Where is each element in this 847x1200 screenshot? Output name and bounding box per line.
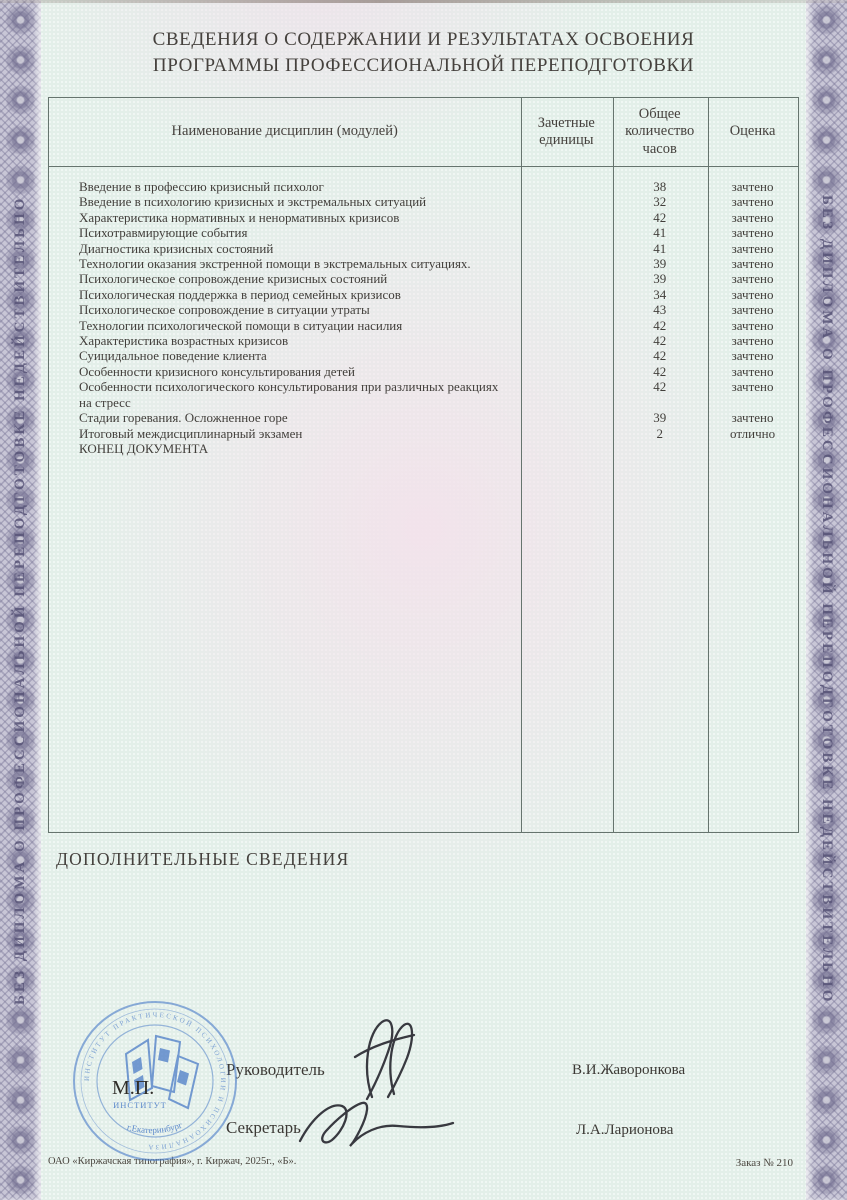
cell-discipline: Психологическое сопровождение в ситуации утраты [79,302,370,318]
printer-imprint: ОАО «Киржачская типография», г. Киржач, 2025г., «Б». [48,1156,297,1167]
secretary-signature [300,1103,453,1146]
cell-grade: зачтено [731,194,774,210]
cell-discipline: Технологии психологической помощи в ситуации насилия [79,317,403,333]
table-row [49,426,798,441]
table-row [49,241,798,256]
cell-grade: зачтено [731,225,774,241]
table-row [49,410,798,425]
cell-discipline: Стадии горевания. Осложненное горе [79,410,288,426]
page-title [41,27,806,79]
cell-grade: зачтено [731,363,774,379]
cell-hours: 39 [653,256,667,272]
seal-ring-text: ИНСТИТУТ ПРАКТИЧЕСКОЙ ПСИХОЛОГИИ И ПСИХОАНАЛИЗА [82,1010,228,1152]
border-warning-text-left: БЕЗ ДИПЛОМА О ПРОФЕССИОНАЛЬНОЙ ПЕРЕПОДГОТОВКЕ НЕДЕЙСТВИТЕЛЬНО [12,195,28,1005]
table-row [49,318,798,333]
table-row [49,302,798,317]
cell-hours: 39 [653,410,667,426]
cell-grade: зачтено [731,317,774,333]
cell-hours: 38 [653,179,667,194]
table-row [49,256,798,271]
institute-seal [66,996,244,1166]
director-signature [367,1020,392,1099]
cell-discipline: Итоговый междисциплинарный экзамен [79,425,303,441]
table-row [49,225,798,240]
header-grade: Оценка [729,123,776,140]
order-number: Заказ № 210 [735,1157,793,1169]
table-row [49,379,798,410]
cell-hours: 42 [653,379,667,395]
cell-hours: 39 [653,271,667,287]
cell-discipline: Особенности психологического консультирования при различных реакциях на стресс [79,379,499,410]
seal-city-label: г.Екатеринбург [125,1119,184,1136]
cell-grade: зачтено [731,302,774,318]
cell-grade: зачтено [731,209,774,225]
cell-grade: зачтено [731,348,774,364]
table-row [49,348,798,363]
cell-grade: зачтено [731,410,774,426]
border-warning-text-right: БЕЗ ДИПЛОМА О ПРОФЕССИОНАЛЬНОЙ ПЕРЕПОДГОТОВКЕ НЕДЕЙСТВИТЕЛЬНО [819,195,835,1005]
table-row [49,271,798,286]
header-hours: Общее количество часов [625,105,695,157]
cell-hours: 42 [653,317,667,333]
director-signature [388,1024,412,1097]
cell-grade: зачтено [731,333,774,349]
page-title-line1: СВЕДЕНИЯ О СОДЕРЖАНИИ И РЕЗУЛЬТАТАХ ОСВОЕНИЯ [152,29,695,50]
cell-discipline: Технологии оказания экстренной помощи в экстремальных ситуациях. [79,256,471,272]
cell-discipline: Психологическая поддержка в период семейных кризисов [79,286,401,302]
cell-grade: зачтено [731,379,774,395]
table-body [49,167,798,832]
guilloche-band-left [0,0,41,1200]
stamp-place-label: М.П. [112,1077,155,1099]
cell-hours: 41 [653,225,667,241]
table-row [49,287,798,302]
table-row [49,179,798,194]
cell-discipline: Суицидальное поведение клиента [79,348,267,364]
cell-discipline: Диагностика кризисных состояний [79,240,274,256]
guilloche-band-right [806,0,847,1200]
cell-grade: зачтено [731,240,774,256]
cell-hours: 41 [653,240,667,256]
cell-discipline: Психотравмирующие события [79,225,248,241]
cell-grade: зачтено [731,256,774,272]
director-name: В.И.Жаворонкова [572,1062,686,1078]
disciplines-table [48,97,799,833]
cell-hours: 43 [653,302,667,318]
table-row [49,364,798,379]
cell-grade: отлично [729,425,776,441]
table-row [49,194,798,209]
cell-hours: 42 [653,209,667,225]
cell-hours: 42 [653,348,667,364]
cell-hours: 42 [653,333,667,349]
director-role-label: Руководитель [226,1060,325,1079]
header-discipline: Наименование дисциплин (модулей) [171,123,398,140]
director-signature [355,1035,414,1057]
cell-discipline: КОНЕЦ ДОКУМЕНТА [79,440,209,456]
cell-discipline: Особенности кризисного консультирования детей [79,363,355,379]
cell-grade: зачтено [731,286,774,302]
additional-info-heading: ДОПОЛНИТЕЛЬНЫЕ СВЕДЕНИЯ [56,849,350,869]
cell-hours: 2 [656,425,663,441]
secretary-role-label: Секретарь [226,1118,301,1137]
cell-discipline: Характеристика возрастных кризисов [79,333,289,349]
table-row [49,441,798,456]
cell-discipline: Введение в профессию кризисный психолог [79,179,324,194]
cell-hours: 42 [653,363,667,379]
secretary-name: Л.А.Ларионова [576,1122,674,1138]
table-header-row [49,98,798,167]
cell-hours: 32 [653,194,667,210]
cell-hours: 34 [653,286,667,302]
seal-institute-label: ИНСТИТУТ [113,1100,167,1110]
cell-discipline: Психологическое сопровождение кризисных состояний [79,271,388,287]
table-row [49,210,798,225]
cell-discipline: Введение в психологию кризисных и экстремальных ситуаций [79,194,427,210]
cell-grade: зачтено [731,271,774,287]
header-credits: Зачетные единицы [537,114,595,148]
cell-discipline: Характеристика нормативных и ненормативных кризисов [79,209,400,225]
cell-grade: зачтено [731,179,774,194]
table-row [49,333,798,348]
page-title-line2: ПРОГРАММЫ ПРОФЕССИОНАЛЬНОЙ ПЕРЕПОДГОТОВКИ [152,55,695,76]
scan-edge [0,0,847,3]
